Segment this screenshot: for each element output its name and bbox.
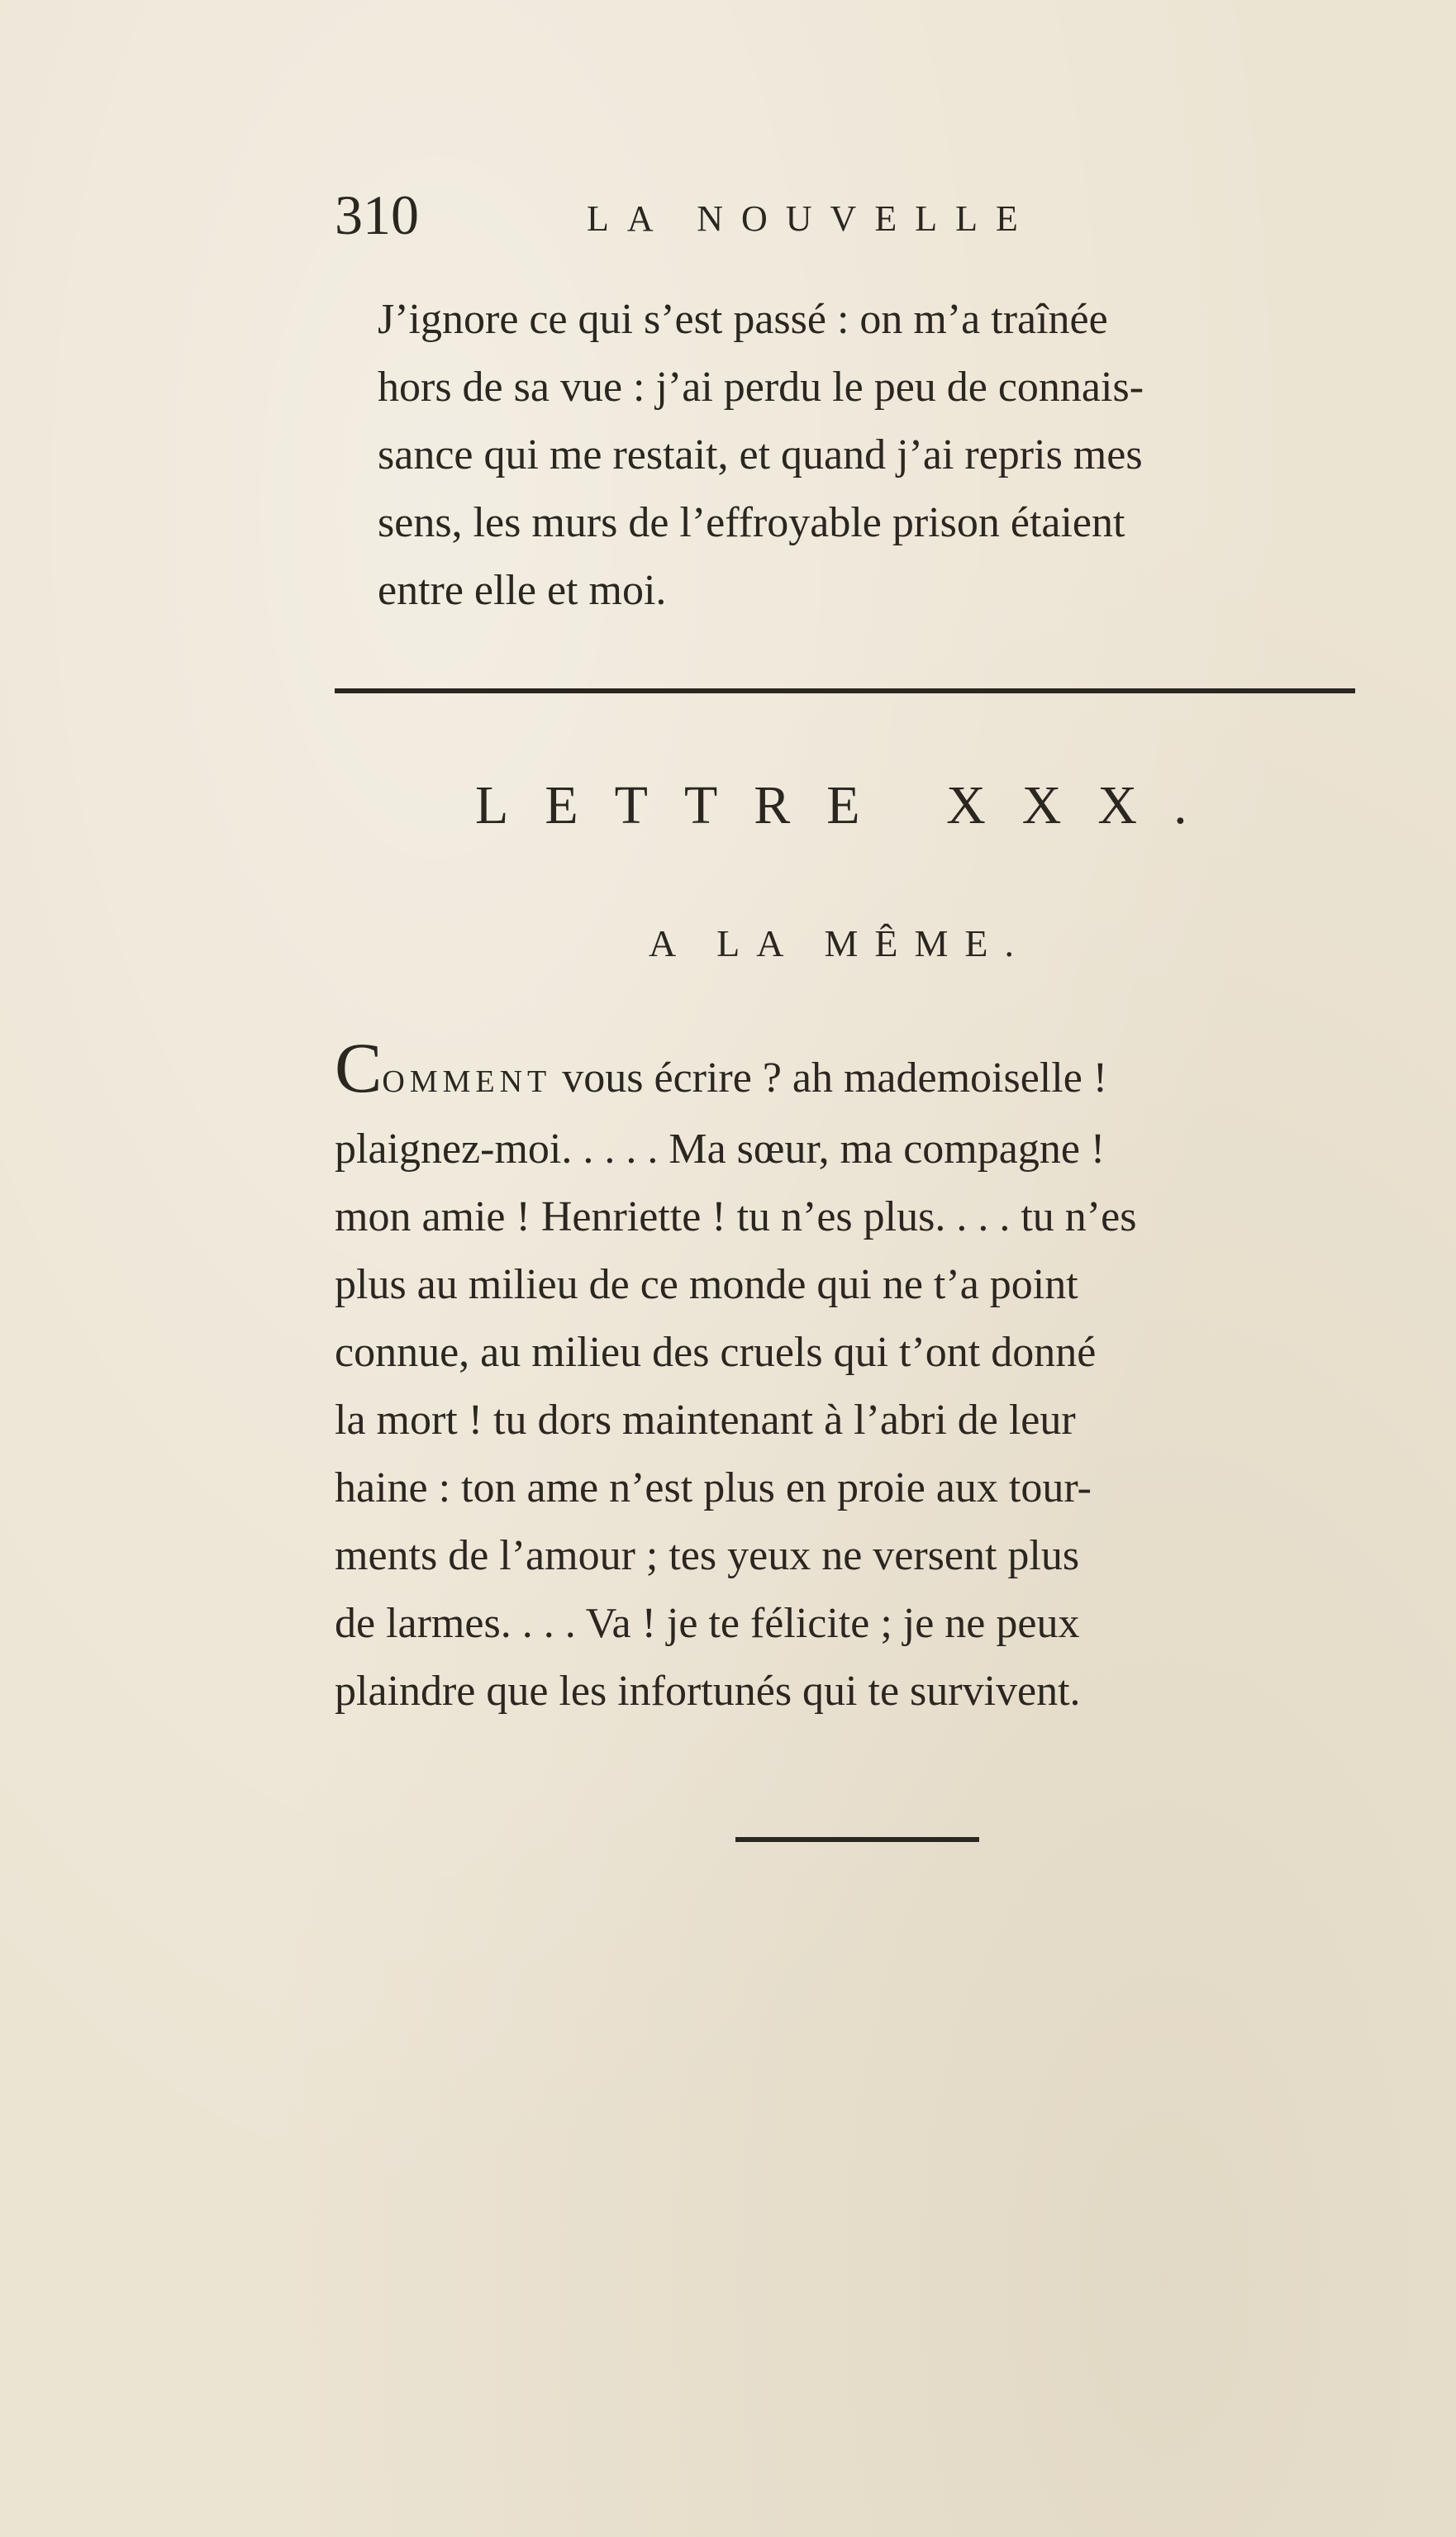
- text-line: connue, au milieu des cruels qui t’ont donné: [335, 1329, 1097, 1376]
- text-line-first: [335, 1028, 1359, 1116]
- paragraph-continued: [335, 286, 1359, 625]
- text-line: plaindre que les infortunés qui te survivent.: [335, 1668, 1081, 1715]
- text-line: de larmes. . . . Va ! je te félicite ; je ne peux: [335, 1600, 1080, 1647]
- running-title: LA NOUVELLE: [587, 198, 1036, 239]
- text-line: sens, les murs de l’effroyable prison étaient: [378, 499, 1125, 546]
- text-line: plus au milieu de ce monde qui ne t’a point: [335, 1261, 1078, 1308]
- end-rule: [735, 1837, 979, 1842]
- text-line: la mort ! tu dors maintenant à l’abri de leur: [335, 1397, 1076, 1444]
- page-number: 310: [335, 183, 419, 246]
- section-divider-rule: [335, 688, 1355, 693]
- small-caps-word: OMMENT: [382, 1064, 552, 1099]
- text-line: sance qui me restait, et quand j’ai repris mes: [378, 431, 1143, 478]
- letter-body: [335, 1028, 1359, 1725]
- text-line: haine : ton ame n’est plus en proie aux tour-: [335, 1464, 1092, 1511]
- letter-title: LETTRE XXX.: [475, 775, 1224, 835]
- drop-cap: C: [335, 1028, 383, 1107]
- running-head: [335, 183, 1359, 246]
- text-line: mon amie ! Henriette ! tu n’es plus. . . . tu n’es: [335, 1193, 1137, 1240]
- text-line: entre elle et moi.: [378, 567, 667, 614]
- first-line-rest: vous écrire ? ah mademoiselle !: [551, 1054, 1108, 1102]
- text-line: hors de sa vue : j’ai perdu le peu de connais-: [378, 364, 1144, 411]
- text-line: J’ignore ce qui s’est passé : on m’a traînée: [378, 296, 1108, 343]
- letter-subtitle: A LA MÊME.: [649, 922, 1030, 964]
- text-line: plaignez-moi. . . . . Ma sœur, ma compagne !: [335, 1126, 1106, 1173]
- text-line: ments de l’amour ; tes yeux ne versent plus: [335, 1532, 1080, 1579]
